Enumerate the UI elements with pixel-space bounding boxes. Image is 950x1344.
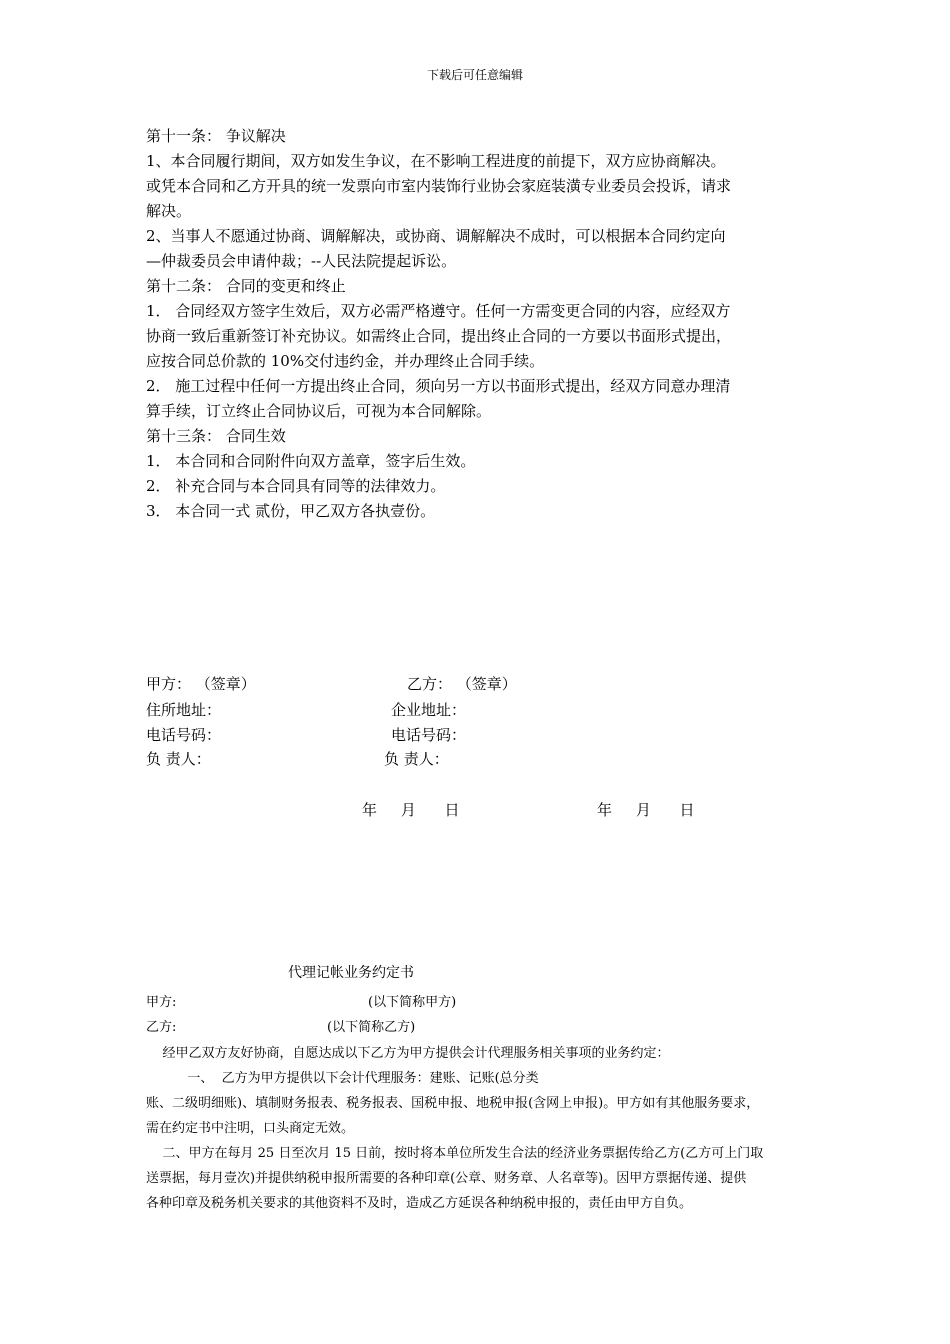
party-b-person: 负 责人： (384, 750, 449, 768)
party-b-date: 年 月 日 (597, 801, 695, 819)
clause-line: 应按合同总价款的 10%交付违约金，并办理终止合同手续。 (146, 352, 545, 370)
clause-line: 2． 补充合同与本合同具有同等的法律效力。 (146, 477, 446, 495)
agreement-party-b-note: (以下简称乙方) (327, 1020, 416, 1035)
clause-line: 或凭本合同和乙方开具的统一发票向市室内装饰行业协会家庭装潢专业委员会投诉，请求 (146, 177, 732, 195)
party-a-date: 年 月 日 (362, 801, 460, 819)
agreement-title: 代理记帐业务约定书 (288, 965, 414, 981)
clause-line: 1． 合同经双方签字生效后，双方必需严格遵守。任何一方需变更合同的内容，应经双方 (146, 302, 731, 320)
clause-line: 第十三条： 合同生效 (146, 427, 286, 445)
party-a-person: 负 责人： (146, 750, 211, 768)
party-b-phone: 电话号码： (391, 726, 467, 744)
agreement-line: 送票据，每月壹次)并提供纳税申报所需要的各种印章(公章、财务章、人名章等)。因甲方票据传递、提供 (146, 1171, 747, 1186)
clause-line: 第十二条： 合同的变更和终止 (146, 277, 346, 295)
contract-clauses (146, 124, 816, 524)
clause-line: 第十一条： 争议解决 (146, 127, 286, 145)
clause-line: 3． 本合同一式 贰份，甲乙双方各执壹份。 (146, 502, 436, 520)
clause-line: 算手续，订立终止合同协议后，可视为本合同解除。 (146, 402, 492, 420)
agreement-line: 各种印章及税务机关要求的其他资料不及时，造成乙方延误各种纳税申报的，责任由甲方自负。 (146, 1196, 693, 1211)
agreement-line: 需在约定书中注明，口头商定无效。 (146, 1121, 355, 1136)
agreement-body (146, 1041, 816, 1216)
clause-line: 1． 本合同和合同附件向双方盖章，签字后生效。 (146, 452, 476, 470)
agreement-line: 二、甲方在每月 25 日至次月 15 日前，按时将本单位所发生合法的经济业务票据传给乙方(乙方可上门取 (146, 1146, 764, 1161)
agreement-party-a: 甲方: (146, 995, 177, 1010)
party-a-seal: 甲方： （签章） (146, 675, 256, 693)
agreement-line: 账、二级明细账)、填制财务报表、税务报表、国税申报、地税申报(含网上申报)。甲方如有其他服务要求， (146, 1096, 760, 1111)
party-a-phone: 电话号码： (146, 726, 222, 744)
page-header-note: 下载后可任意编辑 (426, 68, 523, 82)
clause-line: 2． 施工过程中任何一方提出终止合同，须向另一方以书面形式提出，经双方同意办理清 (146, 377, 731, 395)
party-b-seal: 乙方： （签章） (407, 675, 517, 693)
party-a-address: 住所地址： (146, 701, 222, 719)
agreement-line: 一、 乙方为甲方提供以下会计代理服务：建账、记账(总分类 (146, 1071, 539, 1086)
agreement-party-a-note: (以下简称甲方) (368, 995, 457, 1010)
clause-line: —仲裁委员会申请仲裁；--人民法院提起诉讼。 (146, 252, 457, 270)
agreement-party-b: 乙方: (146, 1020, 177, 1035)
clause-line: 解决。 (146, 202, 192, 220)
clause-line: 1、本合同履行期间，双方如发生争议，在不影响工程进度的前提下，双方应协商解决。 (146, 152, 726, 170)
agreement-line: 经甲乙双方友好协商，自愿达成以下乙方为甲方提供会计代理服务相关事项的业务约定： (146, 1046, 670, 1061)
clause-line: 2、当事人不愿通过协商、调解解决，或协商、调解解决不成时，可以根据本合同约定向 (146, 227, 726, 245)
clause-line: 协商一致后重新签订补充协议。如需终止合同，提出终止合同的一方要以书面形式提出， (146, 327, 732, 345)
party-b-address: 企业地址： (391, 701, 467, 719)
